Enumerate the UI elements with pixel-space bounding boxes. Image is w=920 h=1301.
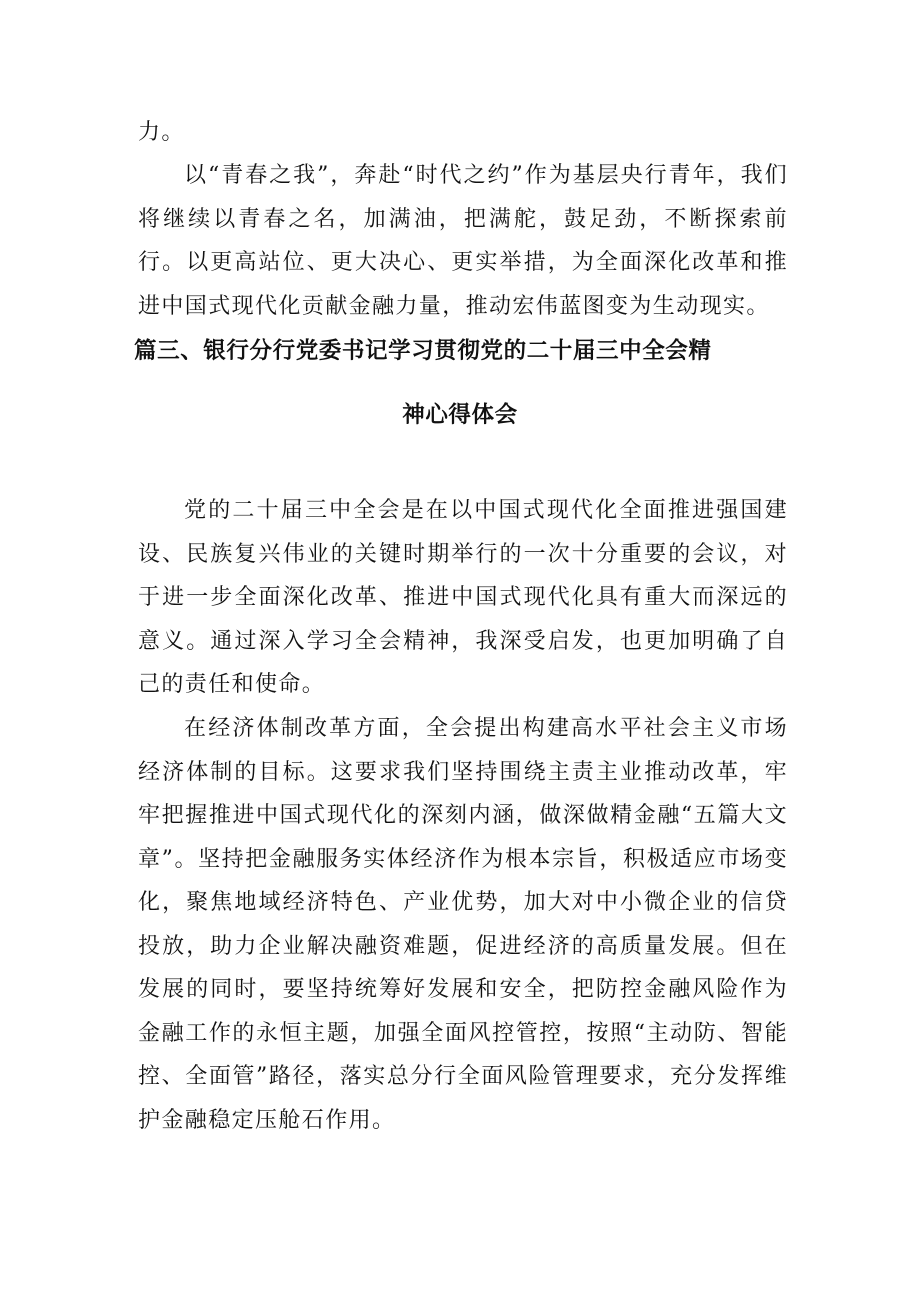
paragraph-youth-commitment: 以“青春之我”，奔赴“时代之约”作为基层央行青年，我们将继续以青春之名，加满油，把满舵，鼓足劲，不断探索前行。以更高站位、更大决心、更实举措，为全面深化改革和推进中国式现代化贡献金融力量，推动宏伟蓝图变为生动现实。	[138, 163, 788, 319]
section-title-line-1: 篇三、银行分行党委书记学习贯彻党的二十届三中全会精	[134, 338, 712, 364]
paragraph-economic-reform: 在经济体制改革方面，全会提出构建高水平社会主义市场经济体制的目标。这要求我们坚持围绕主责主业推动改革，牢牢把握推进中国式现代化的深刻内涵，做深做精金融“五篇大文章”。坚持把金融服务实体经济作为根本宗旨，积极适应市场变化，聚焦地域经济特色、产业优势，加大对中小微企业的信贷投放，助力企业解决融资难题，促进经济的高质量发展。但在发展的同时，要坚持统筹好发展和安全，把防控金融风险作为金融工作的永恒主题，加强全面风控管控，按照“主动防、智能控、全面管”路径，落实总分行全面风险管理要求，充分发挥维护金融稳定压舱石作用。	[138, 716, 788, 1133]
paragraph-continuation: 力。	[138, 120, 185, 145]
paragraph-plenum-introduction: 党的二十届三中全会是在以中国式现代化全面推进强国建设、民族复兴伟业的关键时期举行的一次十分重要的会议，对于进一步全面深化改革、推进中国式现代化具有重大而深远的意义。通过深入学习全会精神，我深受启发，也更加明确了自己的责任和使命。	[138, 498, 788, 697]
section-title-line-2: 神心得体会	[402, 402, 518, 428]
